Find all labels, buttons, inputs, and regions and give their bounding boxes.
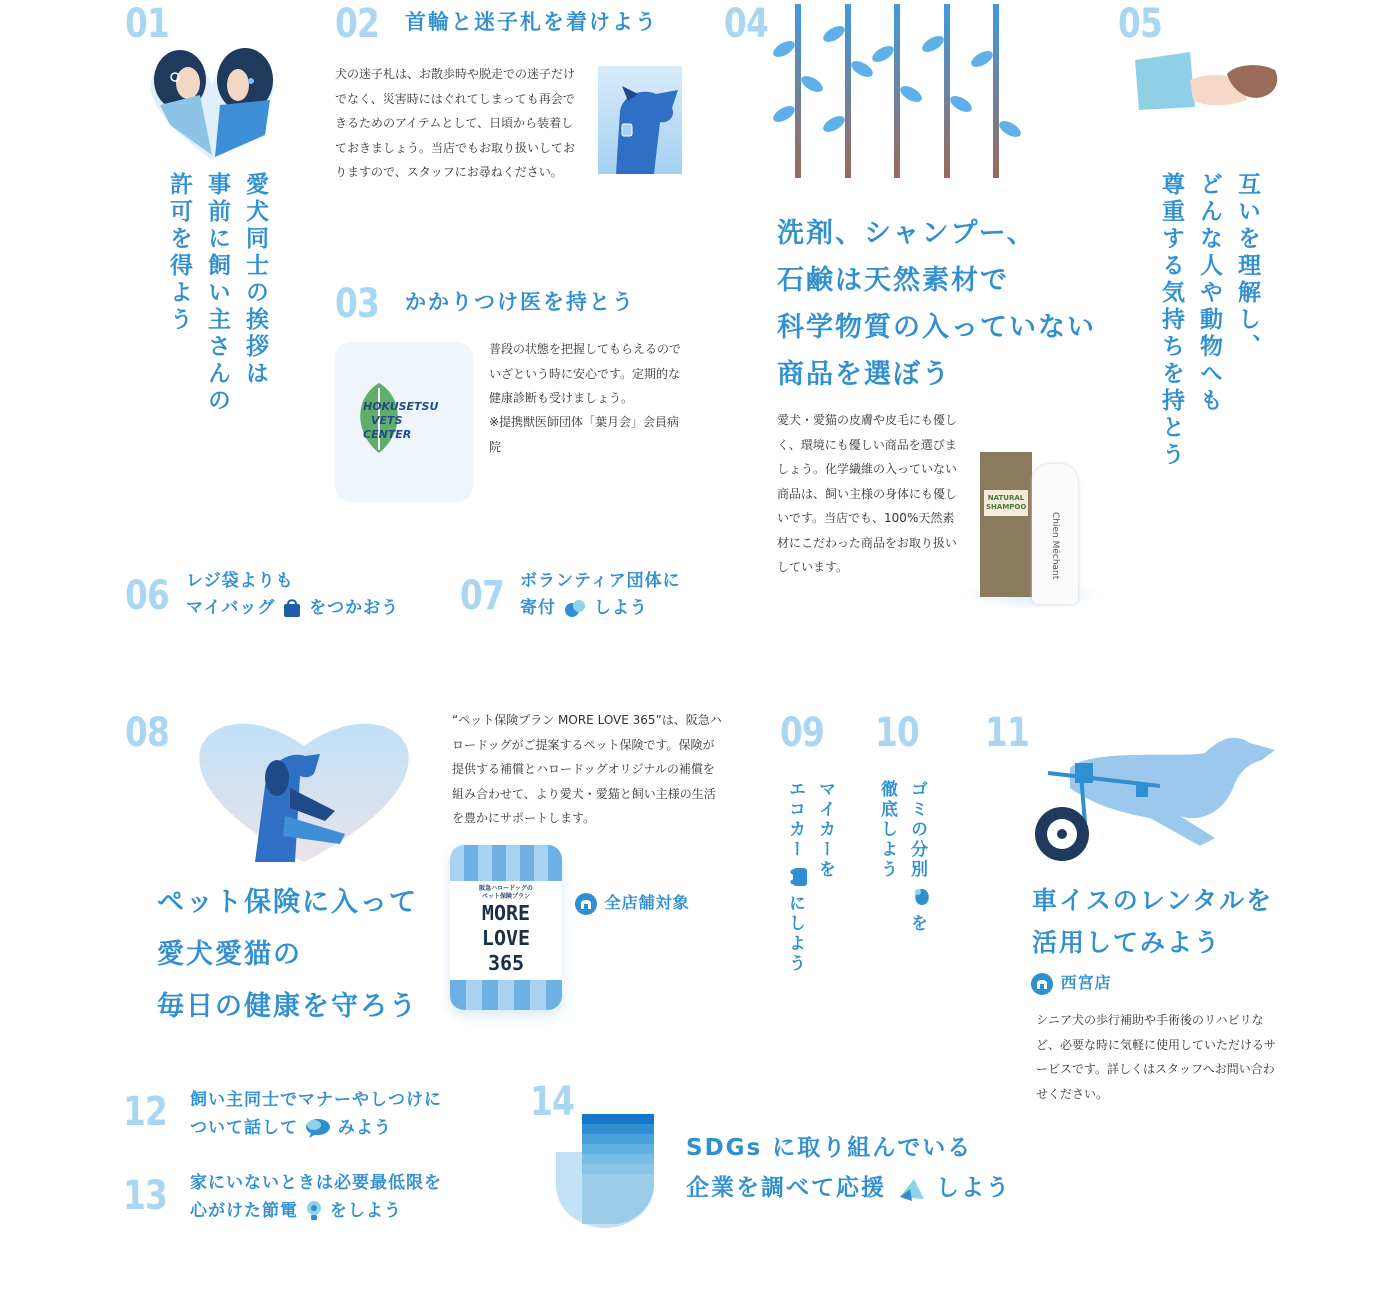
item-08-body: “ペット保険プラン MORE LOVE 365”は、阪急ハロードッグがご提案するペット保険です。保険が提供する補償とハロードッグオリジナルの補償を組み合わせて、より愛犬・愛猫と飼い主様の生活を豊かにサポートします。 <box>452 713 722 825</box>
item-08-title: ペット保険に入って 愛犬愛猫の 毎日の健康を守ろう <box>157 887 418 1022</box>
dog-wheelchair-icon <box>1030 728 1280 864</box>
plants-icon <box>770 4 1030 178</box>
item-03-title: かかりつけ医を持とう <box>405 290 635 314</box>
item-13-text: 家にいないときは必要最低限を 心がけた節電 をしよう <box>190 1173 442 1221</box>
item-03-body: 普段の状態を把握してもらえるのでいざという時に安心です。定期的な健康診断も受けましょう。 <box>489 342 682 405</box>
chat-bubble-icon <box>305 1118 331 1138</box>
insurance-card <box>450 845 562 1010</box>
sdgs-cup-icon <box>556 1114 654 1228</box>
item-08-store: 全店舗対象 <box>574 890 690 916</box>
item-number-02: 02 <box>335 1 380 47</box>
item-number-11: 11 <box>985 710 1030 756</box>
item-number-14: 14 <box>530 1079 575 1125</box>
item-number-01: 01 <box>125 1 170 47</box>
item-number-03: 03 <box>335 281 380 327</box>
logo-text-2: VETS <box>371 414 403 427</box>
logo-text-1: HOKUSETSU <box>363 400 439 413</box>
item-11-store: 西宮店 <box>1030 970 1112 996</box>
bag-icon <box>282 598 302 618</box>
greeting-people-icon <box>140 45 285 160</box>
coin-icon <box>563 598 587 618</box>
item-number-08: 08 <box>125 710 170 756</box>
item-number-12: 12 <box>123 1089 168 1135</box>
logo-text-3: CENTER <box>363 428 412 441</box>
card-big-1: MORE <box>481 901 531 925</box>
card-small-1: 阪急ハロードッグの <box>479 885 533 892</box>
item-07-text: ボランティア団体に 寄付 しよう <box>520 571 681 618</box>
store-icon <box>1030 972 1054 996</box>
vets-center-logo <box>335 342 473 502</box>
item-number-06: 06 <box>125 573 170 619</box>
item-number-09: 09 <box>780 710 825 756</box>
car-icon <box>790 866 810 888</box>
megaphone-icon <box>896 1177 926 1201</box>
item-number-05: 05 <box>1118 1 1163 47</box>
item-number-07: 07 <box>460 573 505 619</box>
dog-with-tag-icon <box>598 66 682 174</box>
item-04-body: 愛犬・愛猫の皮膚や皮毛にも優しく、環境にも優しい商品を選びましょう。化学繊維の入っていない商品は、飼い主様の身体にも優しいです。当店でも、100%天然素材にこだわった商品をお取り扱いしています。 <box>777 413 958 574</box>
item-03-note: ※提携獣医師団体「葉月会」会員病院 <box>489 415 680 454</box>
item-number-10: 10 <box>875 710 920 756</box>
item-09-text: マイカーを エコカーにしよう <box>785 780 835 974</box>
item-10-text: ゴミの分別を 徹底しよう <box>872 780 933 980</box>
item-02-body: 犬の迷子札は、お散歩時や脱走での迷子だけでなく、災害時にはぐれてしまっても再会できるためのアイテムとして、日頃から装着しておきましょう。当店でもお取り扱いしておりますので、スタッフにお尋ねください。 <box>335 67 576 179</box>
item-11-title: 車イスのレンタルを 活用してみよう <box>1032 886 1274 957</box>
item-11-body: シニア犬の歩行補助や手術後のリハビリなど、必要な時に気軽に使用していただけるサービスです。詳しくはスタッフへお問い合わせください。 <box>1036 1013 1277 1101</box>
item-12-text: 飼い主同士でマナーやしつけに ついて話して みよう <box>190 1090 442 1138</box>
hand-and-paw-icon <box>1135 52 1280 114</box>
store-icon <box>574 892 598 916</box>
item-number-04: 04 <box>724 1 769 47</box>
shampoo-bottle-label: Chien Méchant <box>1050 512 1060 580</box>
item-01-title: 愛犬同士の挨拶は 事前に飼い主さんの 許可を得よう <box>166 172 268 415</box>
card-big-3: 365 <box>487 951 525 975</box>
shampoo-product-image <box>962 440 1102 610</box>
item-number-13: 13 <box>123 1173 168 1219</box>
card-big-2: LOVE <box>481 926 531 950</box>
card-small-2: ペット保険プラン <box>481 893 530 900</box>
item-05-title: 互いを理解し、 どんな人や動物へも 尊重する気持ちを持とう <box>1158 172 1260 469</box>
item-02-title: 首輪と迷子札を着けよう <box>405 10 658 34</box>
item-14-text: SDGs に取り組んでいる 企業を調べて応援 しよう <box>686 1135 1012 1201</box>
trash-icon <box>911 886 933 908</box>
shampoo-box-label: NATURAL SHAMPOO <box>984 490 1028 516</box>
dog-heart-icon <box>195 716 413 862</box>
lightbulb-icon <box>305 1200 323 1222</box>
item-04-title: 洗剤、シャンプー、 石鹸は天然素材で 科学物質の入っていない 商品を選ぼう <box>777 218 1096 390</box>
item-06-text: レジ袋よりも マイバッグ をつかおう <box>186 571 400 618</box>
